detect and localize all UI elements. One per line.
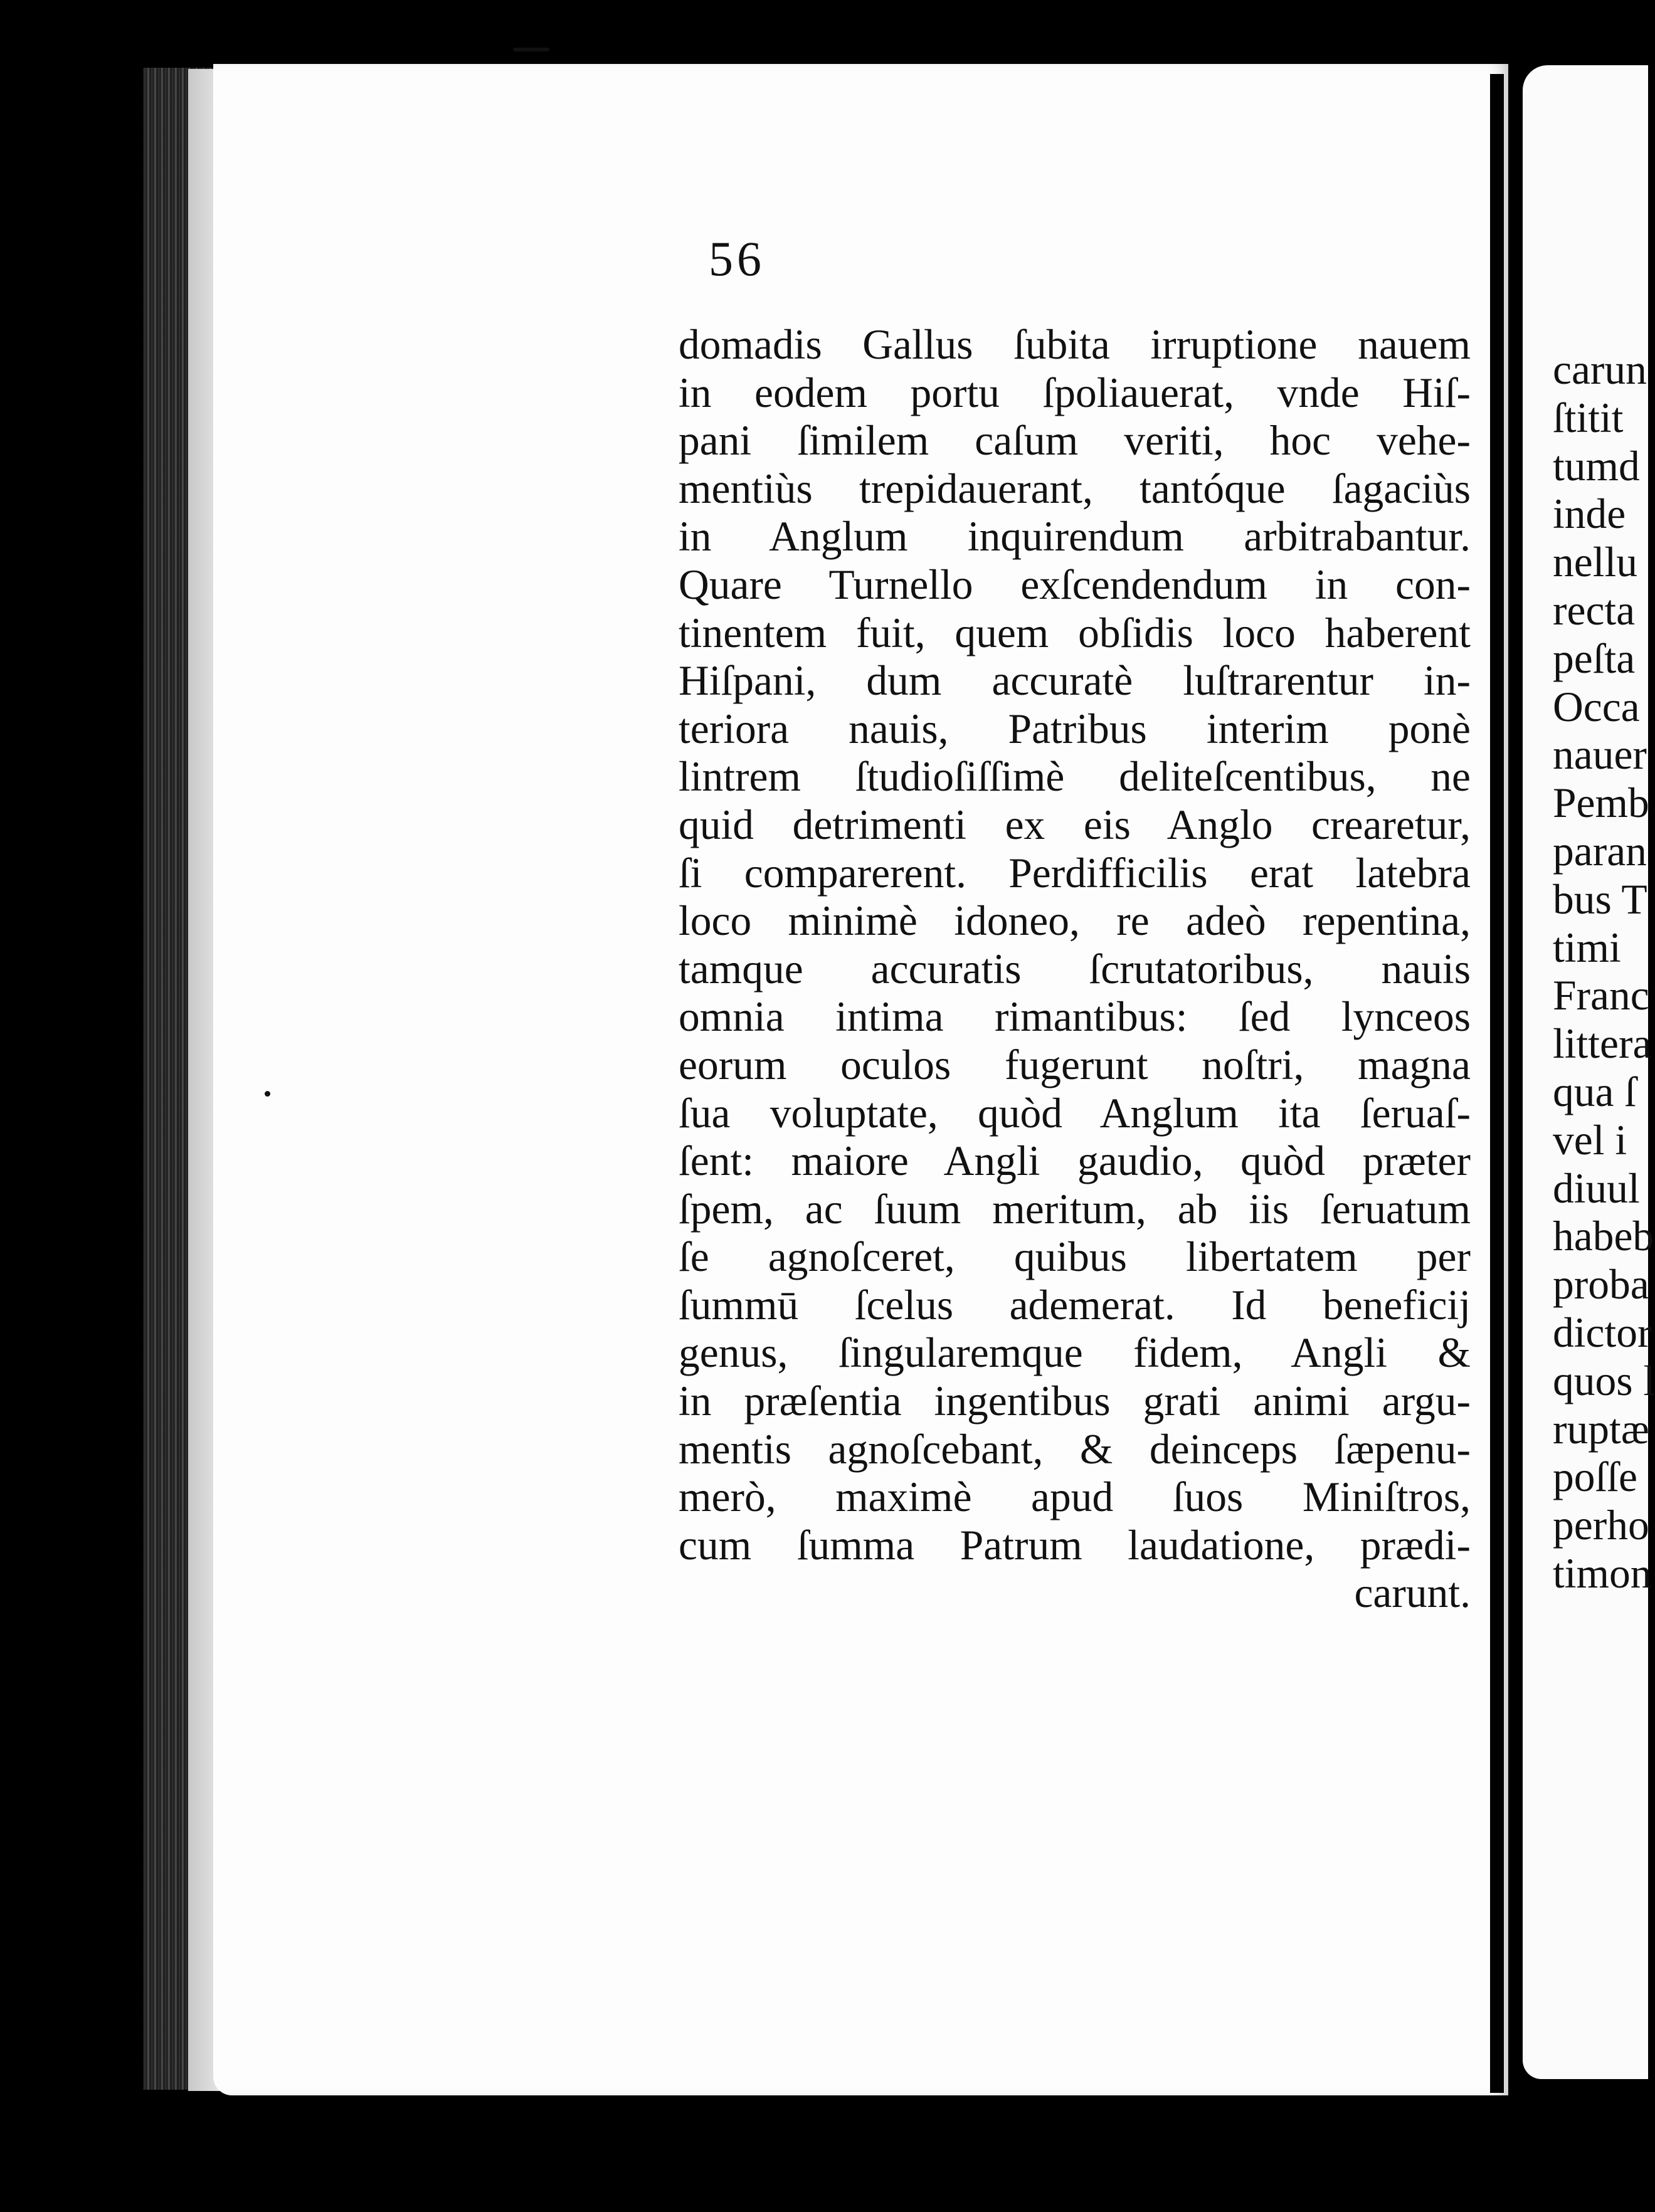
facing-line: nellu [1553,539,1637,586]
facing-line: Occa [1553,683,1640,730]
text-line: teriora nauis, Patribus interim ponè [679,705,1471,752]
text-line: mentis agnoſcebant, & deinceps ſæpenu- [679,1425,1471,1473]
text-line: in præſentia ingentibus grati animi argu- [679,1377,1471,1425]
text-line: cum ſumma Patrum laudatione, prædi- [679,1521,1471,1569]
text-line: lintrem ſtudioſiſſimè deliteſcentibus, ne [679,753,1471,801]
facing-line: quos l [1553,1357,1655,1404]
facing-line: nauer [1553,731,1647,779]
facing-line: inde [1553,490,1626,538]
facing-line: Franc [1553,972,1649,1019]
text-line: mentiùs trepidauerant, tantóque ſagaciùs [679,465,1471,512]
facing-line: ruptæ [1553,1405,1649,1453]
text-line: genus, ſingularemque fidem, Angli & [679,1329,1471,1377]
facing-line: paran [1553,827,1647,875]
facing-line: qua ſ [1553,1068,1637,1115]
facing-line: ſtitit [1553,394,1624,441]
facing-line: tumd [1553,442,1640,490]
facing-line: perho [1553,1502,1649,1549]
text-line: domadis Gallus ſubita irruptione nauem [679,321,1471,368]
text-line: ſummū ſcelus ademerat. Id beneficij [679,1281,1471,1329]
page-number: 56 [709,231,765,286]
text-line: ſi comparerent. Perdifficilis erat latebra [679,849,1471,897]
text-line: loco minimè idoneo, re adeò repentina, [679,897,1471,945]
book-gutter [1490,74,1504,2093]
facing-line: habeb [1553,1213,1654,1260]
body-text [679,321,1471,1618]
facing-line: dictor [1553,1309,1652,1356]
text-line: in eodem portu ſpoliauerat, vnde Hiſ- [679,369,1471,416]
text-line: quid detrimenti ex eis Anglo crearetur, [679,801,1471,848]
facing-line: proba [1553,1261,1649,1309]
text-line: ſe agnoſceret, quibus libertatem per [679,1233,1471,1281]
text-line: eorum oculos fugerunt noſtri, magna [679,1041,1471,1088]
text-line: tamque accuratis ſcrutatoribus, nauis [679,945,1471,993]
text-line: merò, maximè apud ſuos Miniſtros, [679,1473,1471,1521]
text-line: omnia intima rimantibus: ſed lynceos [679,993,1471,1041]
facing-line: timi [1553,924,1621,971]
catchword: carunt. [1354,1569,1471,1617]
facing-line: littera [1553,1020,1652,1068]
text-line: ſent: maiore Angli gaudio, quòd præter [679,1137,1471,1185]
scan-dot [265,1091,270,1097]
text-line: Quare Turnello exſcendendum in con- [679,561,1471,608]
facing-line: timon [1553,1549,1652,1597]
text-line: Hiſpani, dum accuratè luſtrarentur in- [679,657,1471,705]
text-line: tinentem fuit, quem obſidis loco haberent [679,609,1471,656]
facing-line: diuul [1553,1164,1640,1212]
scan-mark-top [513,48,549,51]
text-line: pani ſimilem caſum veriti, hoc vehe- [679,417,1471,465]
text-line: in Anglum inquirendum arbitrabantur. [679,513,1471,561]
text-line: ſpem, ac ſuum meritum, ab iis ſeruatum [679,1185,1471,1233]
facing-line: recta [1553,586,1636,634]
facing-line: peſta [1553,635,1636,682]
facing-page-text [1553,346,1653,1598]
facing-line: poſſe [1553,1453,1637,1501]
facing-line: carun [1553,346,1647,393]
facing-line: vel i [1553,1116,1627,1164]
facing-line: bus T [1553,875,1647,923]
text-line: ſua voluptate, quòd Anglum ita ſeruaſ- [679,1089,1471,1137]
facing-line: Pemb [1553,779,1649,827]
